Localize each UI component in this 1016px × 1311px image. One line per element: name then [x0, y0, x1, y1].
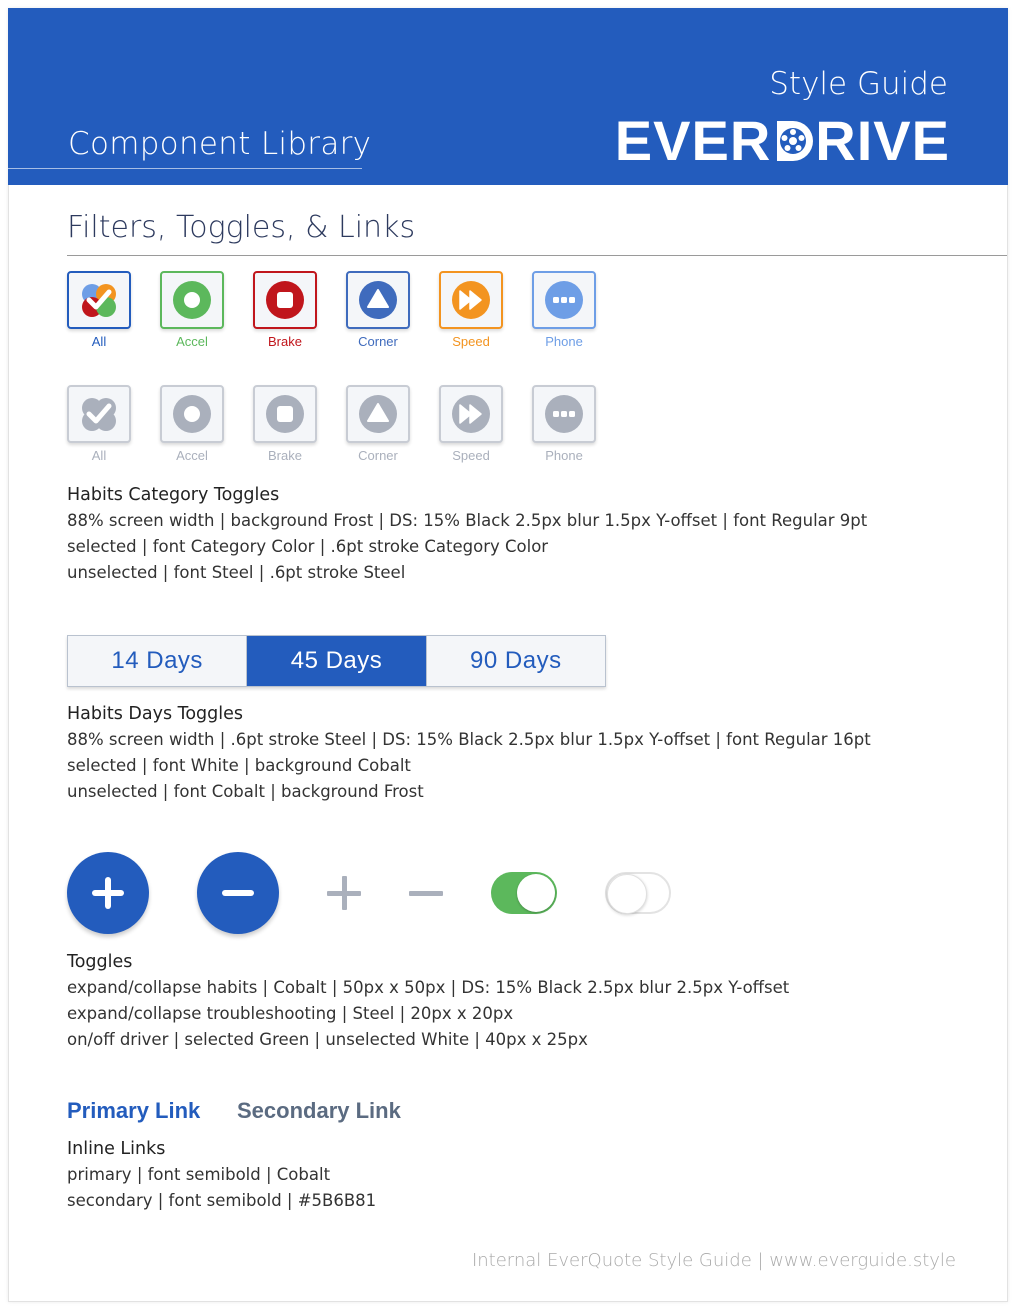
category-toggle-brake[interactable]: [252, 271, 318, 349]
description-line: selected | font Category Color | .6pt stroke Category Color: [67, 537, 549, 556]
days-toggle-14[interactable]: 14 Days: [68, 636, 247, 686]
driver-toggle-off[interactable]: [605, 872, 671, 914]
component-library-title: Component Library: [68, 126, 372, 162]
chip-box[interactable]: [346, 385, 410, 443]
fast-forward-icon: [451, 280, 491, 320]
chip-label: Accel: [176, 334, 208, 349]
description-line: primary | font semibold | Cobalt: [67, 1165, 331, 1184]
logo-text-right: RIVE: [815, 109, 950, 172]
section-title: Filters, Toggles, & Links: [67, 210, 416, 245]
days-toggle-45[interactable]: 45 Days: [247, 636, 426, 686]
days-toggle-group: [67, 635, 606, 687]
wheel-logo-icon: [773, 119, 813, 163]
chip-label: All: [91, 448, 107, 463]
description-line: expand/collapse habits | Cobalt | 50px x 50px | DS: 15% Black 2.5px blur 2.5px Y-offset: [67, 978, 790, 997]
circle-icon: [172, 280, 212, 320]
description-heading: Habits Days Toggles: [67, 704, 244, 724]
toggle-knob: [517, 874, 555, 912]
chip-box[interactable]: [67, 385, 131, 443]
chip-box[interactable]: [253, 385, 317, 443]
dots-icon: [544, 280, 584, 320]
category-toggle-speed-off[interactable]: [438, 385, 504, 463]
chip-label: Brake: [268, 334, 302, 349]
chip-label: Corner: [358, 334, 398, 349]
logo-text-left: EVER: [614, 109, 772, 172]
expand-troubleshooting-plus-icon[interactable]: [325, 874, 363, 912]
everdrive-logo: [615, 108, 950, 173]
plus-icon: [88, 873, 128, 913]
subtitle-underline: [8, 168, 362, 169]
category-toggle-speed[interactable]: [438, 271, 504, 349]
toggles-description: [67, 949, 789, 1053]
driver-toggle-on[interactable]: [491, 872, 557, 914]
chip-label: Corner: [358, 448, 398, 463]
chip-box[interactable]: [532, 385, 596, 443]
description-line: 88% screen width | background Frost | DS: 15% Black 2.5px blur 1.5px Y-offset | font Regular 9pt: [67, 511, 868, 530]
chip-label: All: [91, 334, 107, 349]
chip-label: Speed: [452, 334, 490, 349]
chip-box[interactable]: [532, 271, 596, 329]
chip-box[interactable]: [253, 271, 317, 329]
chip-box[interactable]: [439, 271, 503, 329]
expand-habits-button[interactable]: [67, 852, 149, 934]
chip-label: Phone: [545, 448, 583, 463]
page-header: [8, 8, 1008, 185]
category-toggle-phone[interactable]: [531, 271, 597, 349]
category-toggles-selected: [66, 271, 624, 349]
chip-box[interactable]: [160, 271, 224, 329]
chip-box[interactable]: [160, 385, 224, 443]
category-toggle-accel-off[interactable]: [159, 385, 225, 463]
minus-icon: [218, 873, 258, 913]
days-toggle-90[interactable]: 90 Days: [470, 647, 562, 674]
category-toggle-all[interactable]: [66, 271, 132, 349]
description-line: unselected | font Steel | .6pt stroke Steel: [67, 563, 406, 582]
description-heading: Inline Links: [67, 1139, 166, 1159]
inline-links-description: [67, 1136, 376, 1214]
category-toggle-brake-off[interactable]: [252, 385, 318, 463]
description-heading: Toggles: [67, 952, 133, 972]
category-toggles-unselected: [66, 385, 624, 463]
toggle-knob: [607, 874, 647, 914]
category-toggle-corner[interactable]: [345, 271, 411, 349]
stop-icon: [265, 394, 305, 434]
category-toggle-all-off[interactable]: [66, 385, 132, 463]
category-toggles-description: [67, 482, 867, 586]
category-toggle-accel[interactable]: [159, 271, 225, 349]
style-guide-label: Style Guide: [769, 66, 948, 102]
description-heading: Habits Category Toggles: [67, 485, 280, 505]
days-toggles-description: [67, 701, 871, 805]
chip-label: Brake: [268, 448, 302, 463]
description-line: selected | font White | background Cobalt: [67, 756, 411, 775]
multi-check-icon: [78, 279, 120, 321]
description-line: expand/collapse troubleshooting | Steel | 20px x 20px: [67, 1004, 514, 1023]
collapse-troubleshooting-minus-icon[interactable]: [407, 874, 445, 912]
chip-box[interactable]: [346, 271, 410, 329]
collapse-habits-button[interactable]: [197, 852, 279, 934]
chip-box[interactable]: [439, 385, 503, 443]
triangle-icon: [358, 280, 398, 320]
dots-icon: [544, 394, 584, 434]
secondary-link[interactable]: Secondary Link: [237, 1098, 401, 1123]
description-line: 88% screen width | .6pt stroke Steel | DS: 15% Black 2.5px blur 1.5px Y-offset | font Regular 16pt: [67, 730, 871, 749]
chip-label: Phone: [545, 334, 583, 349]
section-divider: [67, 255, 1007, 256]
stop-icon: [265, 280, 305, 320]
chip-box[interactable]: [67, 271, 131, 329]
category-toggle-corner-off[interactable]: [345, 385, 411, 463]
description-line: unselected | font Cobalt | background Frost: [67, 782, 424, 801]
circle-icon: [172, 394, 212, 434]
check-icon: [78, 393, 120, 435]
fast-forward-icon: [451, 394, 491, 434]
chip-label: Speed: [452, 448, 490, 463]
triangle-icon: [358, 394, 398, 434]
category-toggle-phone-off[interactable]: [531, 385, 597, 463]
description-line: on/off driver | selected Green | unselected White | 40px x 25px: [67, 1030, 588, 1049]
footer-text: Internal EverQuote Style Guide | www.everguide.style: [471, 1250, 956, 1271]
primary-link[interactable]: Primary Link: [67, 1098, 201, 1123]
chip-label: Accel: [176, 448, 208, 463]
description-line: secondary | font semibold | #5B6B81: [67, 1191, 377, 1210]
